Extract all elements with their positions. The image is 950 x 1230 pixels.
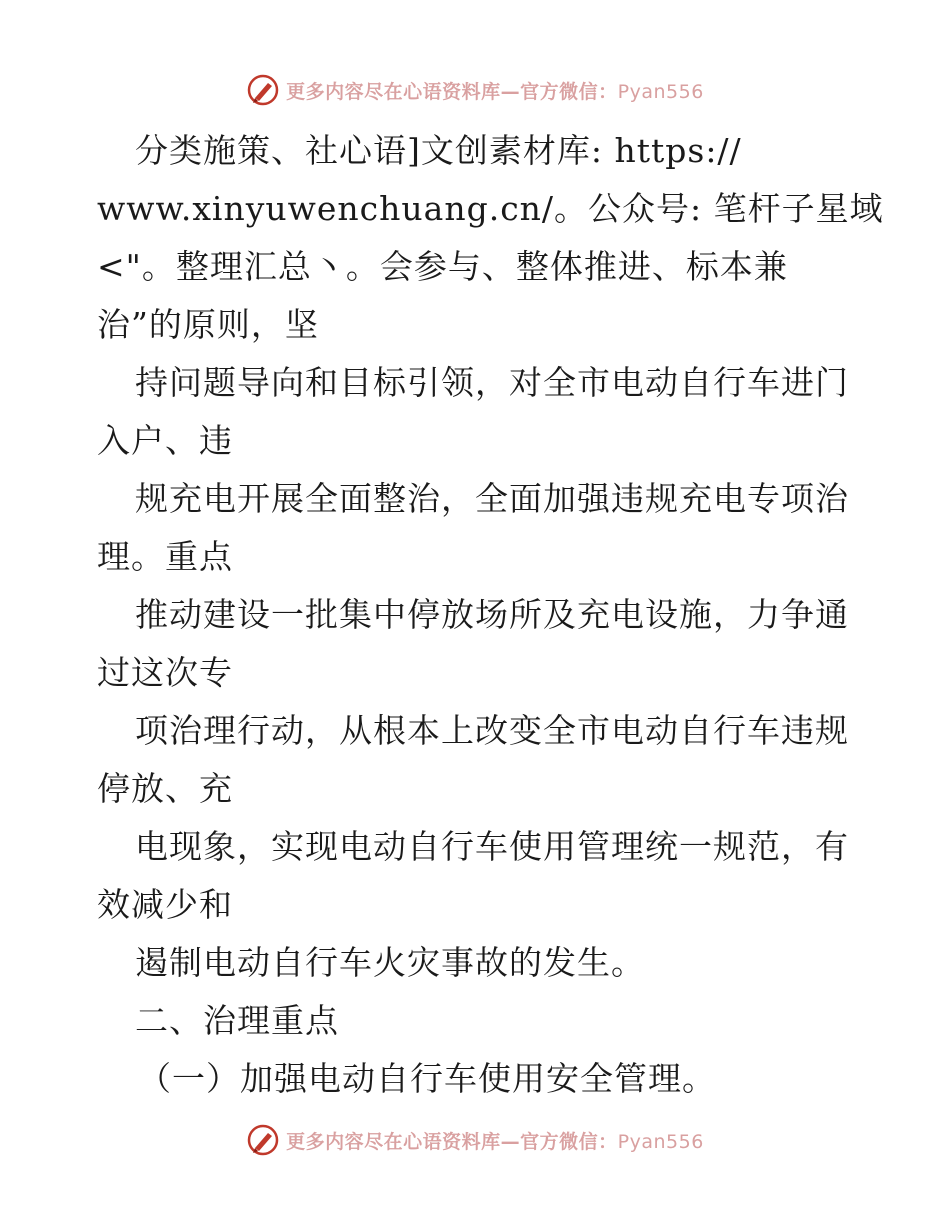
header-watermark-label: 更多内容尽在心语资料库—官方微信：Pyan556 bbox=[286, 80, 704, 103]
body-line: www.xinyuwenchuang.cn/。公众号: 笔杆子星域 bbox=[97, 189, 884, 228]
body-line: 过这次专 bbox=[97, 653, 233, 692]
body-line: 遏制电动自行车火灾事故的发生。 bbox=[135, 943, 645, 982]
body-line: 持问题导向和目标引领，对全市电动自行车进门 bbox=[135, 363, 849, 402]
pen-logo-icon bbox=[246, 73, 280, 107]
body-line: 推动建设一批集中停放场所及充电设施，力争通 bbox=[135, 595, 849, 634]
header-watermark bbox=[0, 70, 950, 110]
body-line: 理。重点 bbox=[97, 537, 233, 576]
body-line: 项治理行动，从根本上改变全市电动自行车违规 bbox=[135, 711, 849, 750]
body-line: 规充电开展全面整治，全面加强违规充电专项治 bbox=[135, 479, 849, 518]
footer-watermark bbox=[0, 1120, 950, 1160]
body-line: 效减少和 bbox=[97, 885, 233, 924]
body-line: 分类施策、社心语]文创素材库: https:// bbox=[135, 131, 742, 170]
body-line: 治”的原则，坚 bbox=[97, 305, 319, 344]
section-heading: 二、治理重点 bbox=[135, 1001, 339, 1040]
subsection-heading: （一）加强电动自行车使用安全管理。 bbox=[138, 1059, 716, 1098]
pen-logo-icon bbox=[246, 1123, 280, 1157]
footer-watermark-label: 更多内容尽在心语资料库—官方微信：Pyan556 bbox=[286, 1130, 704, 1153]
body-line: 入户、违 bbox=[97, 421, 233, 460]
body-line: 电现象，实现电动自行车使用管理统一规范，有 bbox=[135, 827, 849, 866]
document-body bbox=[97, 122, 884, 1108]
body-line: <"。整理汇总丶。会参与、整体推进、标本兼 bbox=[97, 247, 788, 286]
body-line: 停放、充 bbox=[97, 769, 233, 808]
